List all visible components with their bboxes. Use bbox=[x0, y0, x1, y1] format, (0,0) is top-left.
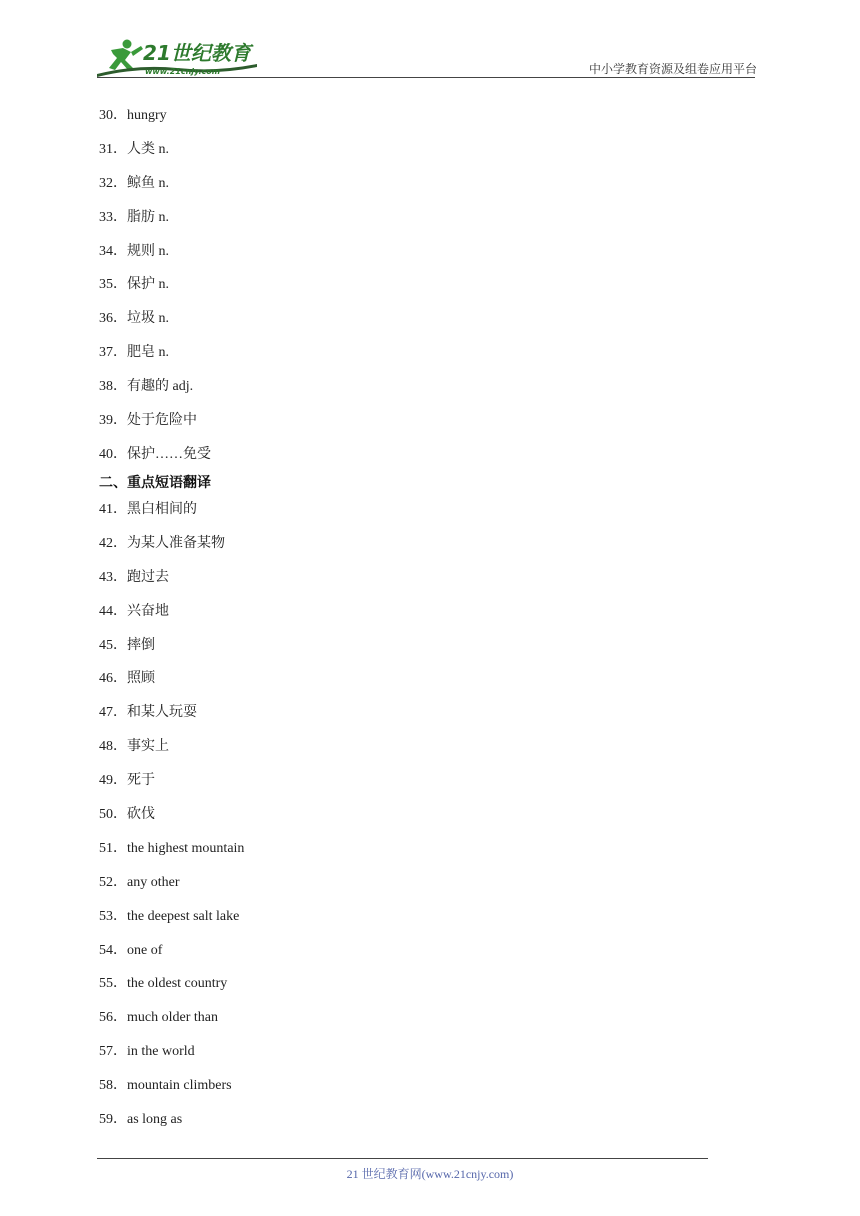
item-number: 39． bbox=[99, 413, 127, 429]
list-item bbox=[99, 635, 719, 669]
list-item bbox=[99, 940, 719, 974]
item-text: the highest mountain bbox=[127, 840, 245, 856]
list-item bbox=[99, 241, 719, 275]
item-number: 32． bbox=[99, 175, 127, 191]
item-number: 30． bbox=[99, 108, 127, 123]
item-number: 52． bbox=[99, 874, 127, 890]
item-number: 45． bbox=[99, 637, 127, 653]
phrase-list-part2 bbox=[99, 499, 719, 1143]
item-number: 38． bbox=[99, 379, 127, 395]
list-item bbox=[99, 173, 719, 207]
list-item bbox=[99, 567, 719, 601]
item-number: 58． bbox=[99, 1078, 127, 1094]
item-text: 照顾 bbox=[127, 671, 155, 687]
list-item bbox=[99, 410, 719, 444]
list-item bbox=[99, 376, 719, 410]
item-number: 51． bbox=[99, 840, 127, 856]
item-number: 42． bbox=[99, 535, 127, 551]
item-text: 死于 bbox=[127, 773, 155, 789]
section-heading: 二、重点短语翻译 bbox=[99, 475, 211, 491]
item-number: 43． bbox=[99, 569, 127, 585]
site-logo[interactable] bbox=[97, 34, 267, 78]
vocab-list-part1 bbox=[99, 105, 719, 478]
header-title: 中小学教育资源及组卷应用平台 bbox=[588, 62, 757, 76]
list-item bbox=[99, 105, 719, 139]
list-item bbox=[99, 207, 719, 241]
item-text: any other bbox=[127, 874, 180, 890]
item-text: 和某人玩耍 bbox=[127, 705, 197, 721]
item-text: 脂肪 n. bbox=[127, 209, 169, 225]
item-number: 33． bbox=[99, 209, 127, 225]
item-number: 46． bbox=[99, 671, 127, 687]
list-item bbox=[99, 139, 719, 173]
item-text: 为某人准备某物 bbox=[127, 535, 225, 551]
item-text: 跑过去 bbox=[127, 569, 169, 585]
item-number: 53． bbox=[99, 908, 127, 924]
item-number: 54． bbox=[99, 942, 127, 958]
item-text: 事实上 bbox=[127, 739, 169, 755]
item-text: much older than bbox=[127, 1010, 218, 1026]
footer-divider bbox=[97, 1158, 708, 1159]
item-text: the deepest salt lake bbox=[127, 908, 240, 924]
item-number: 48． bbox=[99, 739, 127, 755]
item-text: 摔倒 bbox=[127, 637, 155, 653]
item-number: 56． bbox=[99, 1010, 127, 1026]
runner-logo-icon bbox=[97, 34, 267, 78]
list-item bbox=[99, 1109, 719, 1143]
list-item bbox=[99, 342, 719, 376]
list-item bbox=[99, 499, 719, 533]
item-text: 保护 n. bbox=[127, 277, 169, 293]
list-item bbox=[99, 838, 719, 872]
item-text: 规则 n. bbox=[127, 243, 169, 259]
list-item bbox=[99, 668, 719, 702]
item-number: 59． bbox=[99, 1112, 127, 1128]
list-item bbox=[99, 274, 719, 308]
item-number: 31． bbox=[99, 141, 127, 157]
item-text: the oldest country bbox=[127, 976, 228, 992]
item-text: one of bbox=[127, 942, 163, 958]
page-header bbox=[97, 30, 757, 78]
item-text: 人类 n. bbox=[127, 141, 169, 157]
item-number: 35． bbox=[99, 277, 127, 293]
item-text: 垃圾 n. bbox=[127, 311, 169, 327]
list-item bbox=[99, 736, 719, 770]
item-number: 34． bbox=[99, 243, 127, 259]
item-number: 44． bbox=[99, 603, 127, 619]
item-text: hungry bbox=[127, 108, 167, 123]
item-text: 保护……免受 bbox=[127, 446, 211, 462]
item-text: 肥皂 n. bbox=[127, 345, 169, 361]
list-item bbox=[99, 1007, 719, 1041]
item-number: 57． bbox=[99, 1044, 127, 1060]
list-item bbox=[99, 906, 719, 940]
item-text: 有趣的 adj. bbox=[127, 379, 194, 395]
item-number: 40． bbox=[99, 446, 127, 462]
item-number: 55． bbox=[99, 976, 127, 992]
item-number: 36． bbox=[99, 311, 127, 327]
item-text: 砍伐 bbox=[127, 807, 155, 823]
item-text: as long as bbox=[127, 1112, 183, 1128]
footer-text[interactable]: 21 世纪教育网(www.21cnjy.com) bbox=[346, 1167, 514, 1181]
item-number: 50． bbox=[99, 807, 127, 823]
list-item bbox=[99, 872, 719, 906]
item-text: in the world bbox=[127, 1044, 195, 1060]
list-item bbox=[99, 702, 719, 736]
item-text: 鲸鱼 n. bbox=[127, 175, 169, 191]
item-text: 兴奋地 bbox=[127, 603, 169, 619]
list-item bbox=[99, 770, 719, 804]
list-item bbox=[99, 1075, 719, 1109]
item-number: 49． bbox=[99, 773, 127, 789]
list-item bbox=[99, 533, 719, 567]
item-text: 黑白相间的 bbox=[127, 502, 197, 517]
list-item bbox=[99, 1041, 719, 1075]
item-number: 37． bbox=[99, 345, 127, 361]
item-text: mountain climbers bbox=[127, 1078, 232, 1094]
item-text: 处于危险中 bbox=[127, 413, 197, 429]
logo-url-text: www.21cnjy.com bbox=[145, 67, 221, 76]
list-item bbox=[99, 973, 719, 1007]
logo-text: 21世纪教育 bbox=[143, 41, 251, 65]
item-number: 47． bbox=[99, 705, 127, 721]
item-number: 41． bbox=[99, 502, 127, 517]
header-divider bbox=[97, 77, 755, 78]
list-item bbox=[99, 804, 719, 838]
list-item bbox=[99, 601, 719, 635]
list-item bbox=[99, 308, 719, 342]
